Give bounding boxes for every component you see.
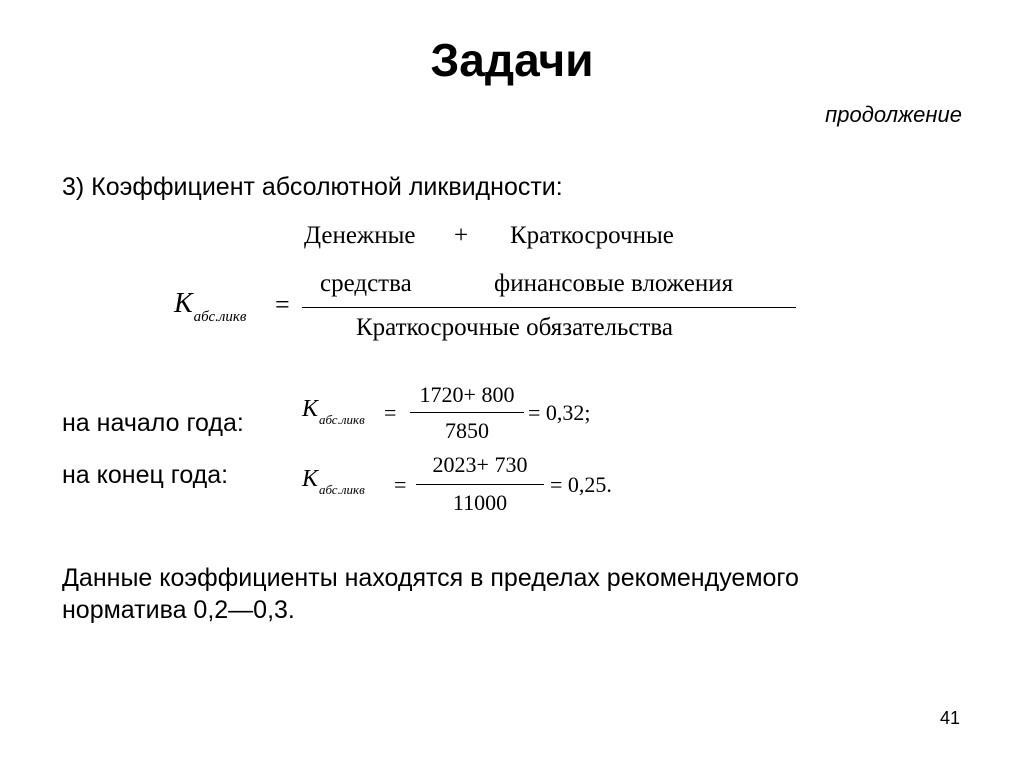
calc-denominator: 11000 <box>452 490 508 515</box>
start-of-year-calculation <box>302 382 622 462</box>
start-of-year-label: на начало года: <box>62 409 244 437</box>
numerator-term1-line2: средства <box>320 270 412 297</box>
calc-lhs-symbol: К <box>302 466 318 492</box>
main-formula <box>174 222 814 352</box>
section-heading: 3) Коэффициент абсолютной ликвидности: <box>62 173 563 201</box>
calc-lhs-subscript: абс.ликв <box>318 412 365 427</box>
calc-lhs-symbol: К <box>302 396 318 422</box>
calc-numerator: 2023+ 730 <box>432 452 528 477</box>
numerator-term2-line2: финансовые вложения <box>494 270 734 297</box>
fraction-bar <box>302 307 796 308</box>
calc-equals: = <box>394 472 407 497</box>
page-number: 41 <box>939 708 960 728</box>
formula-lhs <box>174 288 247 325</box>
numerator-plus: + <box>454 222 469 249</box>
end-of-year-calculation <box>302 452 642 532</box>
calc-fraction-bar <box>416 484 544 485</box>
conclusion-line-1: Данные коэффициенты находятся в пределах рекомендуемого <box>62 564 799 592</box>
calc-lhs <box>302 466 365 497</box>
numerator-term2-line1: Краткосрочные <box>510 222 674 249</box>
calc-lhs-subscript: абс.ликв <box>318 482 365 497</box>
conclusion <box>62 562 962 626</box>
calc-result: = 0,25. <box>550 472 612 497</box>
formula-lhs-subscript: абс.ликв <box>193 309 247 325</box>
calc-numerator: 1720+ 800 <box>419 382 515 407</box>
slide-title: Задачи <box>430 34 594 86</box>
calc-fraction-bar <box>410 412 524 413</box>
conclusion-line-2: норматива 0,2—0,3. <box>62 596 295 624</box>
formula-equals: = <box>275 290 290 319</box>
calc-lhs <box>302 396 365 427</box>
calc-denominator: 7850 <box>445 418 489 443</box>
formula-denominator: Краткосрочные обязательства <box>356 314 674 341</box>
numerator-term1-line1: Денежные <box>304 222 416 249</box>
calc-equals: = <box>384 400 397 425</box>
formula-lhs-symbol: К <box>174 288 193 319</box>
calc-result: = 0,32; <box>528 400 591 425</box>
end-of-year-label: на конец года: <box>62 461 229 489</box>
slide-subtitle: продолжение <box>825 102 962 127</box>
